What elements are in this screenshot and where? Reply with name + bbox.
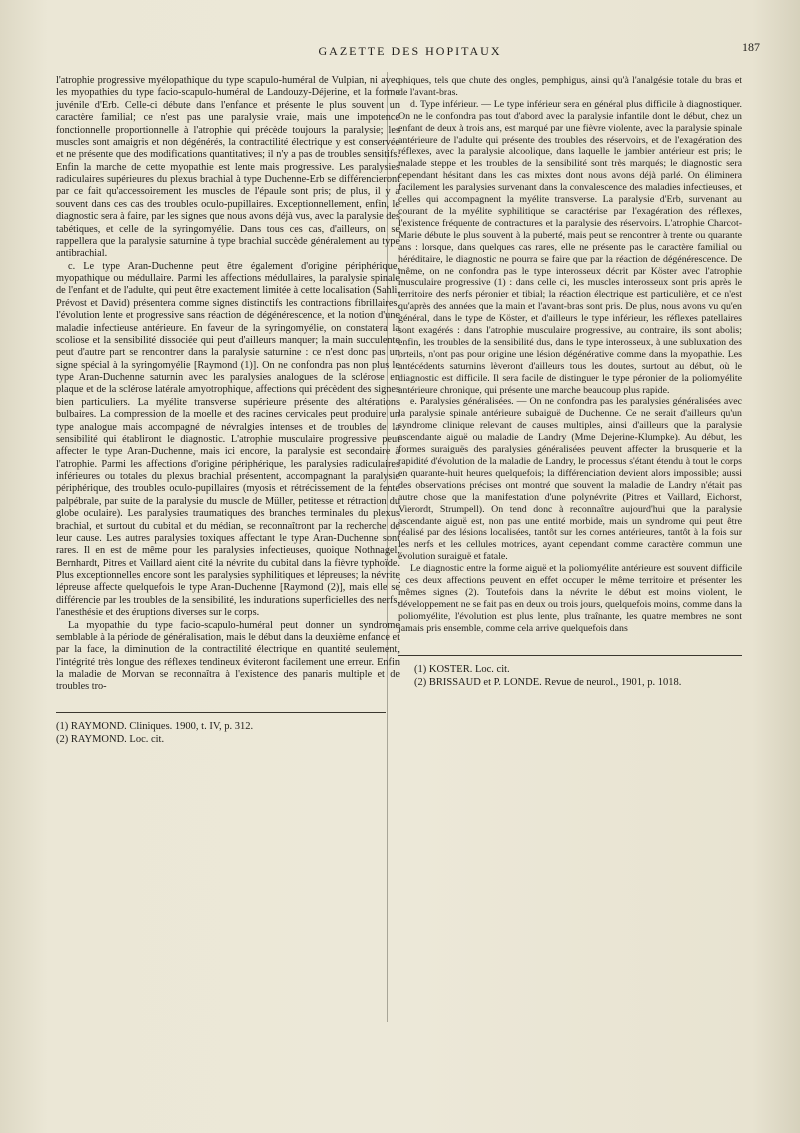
footnotes-left [56, 720, 386, 746]
footnote: (2) BRISSAUD et P. LONDE. Revue de neurol., 1901, p. 1018. [414, 677, 682, 688]
paragraph: La myopathie du type facio-scapulo-huméral peut donner un syndrome semblable à la période de généralisation, mais le début dans la deuxième enfance et par la face, la diminution de la contractilité électrique en quantité seulement, l'intégrité très longue des réflexes tendineux éviteront facilement une erreur. Enfin la maladie de Morvan se reconnaîtra à l'existence des panaris multiple et de troubles tro- [56, 619, 400, 693]
footnote: (1) KOSTER. Loc. cit. [414, 664, 510, 675]
left-column [56, 75, 400, 694]
paragraph: phiques, tels que chute des ongles, pemphigus, ainsi qu'à l'analgésie totale du bras et de l'avant-bras. [398, 75, 742, 98]
paragraph: Le diagnostic entre la forme aiguë et la poliomyélite antérieure est souvent difficile : ces deux affections peuvent en effet occuper le même territoire et présenter les mêmes signes (2). Toutefois dans la névrite le début est moins violent, le développement ne se fait pas en deux ou trois jours, quelquefois moins, comme dans la poliomyélite, l'évolution est plus lente, plus traînante, les quatre membres ne sont jamais pris ensemble, comme cela arrive quelquefois dans [398, 563, 742, 634]
paragraph: c. Le type Aran-Duchenne peut être également d'origine périphérique, myopathique ou médullaire. Parmi les affections médullaires, la paralysie spinale de l'enfant et de l'adulte, qui peut être exactement limitée à cette localisation (Sahli, Prévost et David) présentera comme signes distinctifs les contractions fibrillaires, l'évolution lente et progressive sans réaction de dégénérescence, et la notion d'une maladie infectieuse antérieure. En faveur de la syringomyélie, on constatera la scoliose et la sensibilité dissociée qui peut d'ailleurs manquer; la main succulente peut d'autre part se rencontrer dans la paralysie saturnine : ce n'est donc pas un signe spécial à la syringomyélie [Raymond (1)]. On ne confondra pas non plus le type Aran-Duchenne saturnin avec les paralysies analogues de la sclérose en plaque et de la sclérose latérale amyotrophique, affections qui précèdent des signes bien particuliers. La myélite transverse supérieure présente des altérations bulbaires. La compression de la moelle et des racines cervicales peut produire un type analogue mais accompagné de névralgies intenses et de troubles de la sensibilité qui établiront le diagnostic. L'atrophie musculaire progressive peut affecter le type Aran-Duchenne, mais ici encore, la paralysie est secondaire à l'atrophie. Parmi les affections d'origine périphérique, les paralysies radiculaires inférieures ou totales du plexus brachial présentent, accompagnant la paralysie périphérique, des troubles oculo-pupillaires (myosis et rétrécissement de la fente palpébrale, par suite de la paralysie du muscle de Müller, petitesse et rétraction du globe oculaire). Les paralysies traumatiques des branches terminales du plexus brachial, et surtout du cubital et du médian, se reconnaîtront par la recherche de leur cause. Les autres paralysies toxiques affectant le type Aran-Duchenne sont rares. Il en est de même pour les paralysies infectieuses, quoique Nothnagel, Bernhardt, Pitres et Vaillard aient cité la névrite du cubital dans la fièvre typhoïde. Plus exceptionnelles encore sont les paralysies syphilitiques et lépreuses; la névrite lépreuse affecte quelquefois le type Aran-Duchenne [Raymond (2)], mais elle se différencie par les troubles de la sensibilité, les indurations superficielles des nerfs, l'anesthésie et des éruptions diverses sur le corps. [56, 260, 400, 619]
right-column [398, 75, 742, 635]
paragraph: d. Type inférieur. — Le type inférieur sera en général plus difficile à diagnostiquer. On ne le confondra pas tout d'abord avec la paralysie infantile dont le début, chez un enfant de deux à trois ans, est marqué par une fièvre violente, avec la paralysie spinale antérieure de l'adulte qui présente des troubles des réservoirs, et de l'exagération des réflexes, avec la paralysie alcoolique, dans laquelle le jambier antérieur est pris; le malade steppe et les troubles de la sensibilité sont très marqués; le diagnostic sera cependant hésitant dans les cas mixtes dont nous avons déjà parlé. On éliminera facilement les paralysies survenant dans la convalescence des maladies infectieuses, et celles qui accompagnent la myélite transverse. La paralysie d'Erb, survenant au courant de la myélite syphilitique se caractérise par l'exagération des réflexes, l'existence fréquente de contractures et la paralysie des réservoirs. L'atrophie Charcot-Marie débute le plus souvent à la puberté, mais peut se rencontrer à trente ou quarante ans : lorsque, dans quelques cas rares, elle ne présente pas le caractère familial ou héréditaire, le diagnostic ne pourra se faire que par la réaction de dégénérescence. De même, on ne confondra pas le type interosseux décrit par Köster avec l'atrophie musculaire progressive (1) : dans celle ci, les muscles interosseux sont pris après le territoire des nerfs péronier et tibial; la réaction électrique est particulière, et ce n'est qu'après des années que la main et l'avant-bras sont pris. De plus, nous avons vu qu'en général, dans le type de Köster, et d'ailleurs le type inférieur, les réflexes patellaires sont exagérés : dans l'atrophie musculaire progressive, au contraire, ils sont abolis; enfin, les troubles de la sensibilité dus, dans le type interosseux, à une subluxation des orteils, n'ont pas pour origine une lésion dégénérative comme dans la myopathie. Les antécédents saturnins lèveront d'ailleurs tous les doutes, surtout au début, où le diagnostic est difficile. Il sera facile de distinguer le type péronier de la poliomyélite antérieure chronique, qui présente une marche beaucoup plus rapide. [398, 98, 742, 396]
footnote-rule [398, 655, 742, 656]
paragraph: e. Paralysies généralisées. — On ne confondra pas les paralysies généralisées avec la paralysie spinale antérieure subaiguë de Duchenne. Ce ne serait d'ailleurs qu'un syndrome clinique relevant de causes multiples, ainsi d'ailleurs que la paralysie ascendante aiguë ou maladie de Landry (Mme Dejerine-Klumpke). Au début, les formes suraiguës des paralysies généralisées peuvent affecter la brusquerie et la rapidité d'évolution de la maladie de Landry, le processus s'étant étendu à tout le corps en quarante-huit heures quelquefois; la différenciation devient alors impossible; aussi des observations précises ont montré que souvent la maladie de Landry n'était pas autre chose que la manifestation d'une polynévrite (Pitres et Vaillard, Eichorst, Vierordt, Strumpell). On tend donc à reconnaître aujourd'hui que la paralysie ascendante aiguë est, non pas une entité morbide, mais un syndrome qui peut être réalisé par des lésions localisées, tantôt sur les cornes antérieures, tantôt à la fois sur les nerfs et les cellules motrices, ayant cependant comme caractère commun une évolution suraiguë et fatale. [398, 396, 742, 563]
paragraph: l'atrophie progressive myélopathique du type scapulo-huméral de Vulpian, ni avec les myopathies du type facio-scapulo-huméral de Landouzy-Déjerine, et la forme juvénile d'Erb. Celle-ci débute dans l'enfance et présente le plus souvent un caractère familial; ce n'est pas une paralysie vraie, mais une impotence fonctionnelle proportionnelle à l'atrophie qui précède toujours la paralysie; les muscles sont amaigris et non dégénérés, la contractilité électrique y est conservée et ne présente que des modifications quantitatives; il n'y a pas de troubles sensitifs. Enfin la marche de cette myopathie est lente mais progressive. Les paralysies radiculaires supérieures du plexus brachial à type Duchenne-Erb se différencieront par ce fait qu'accessoirement les muscles de l'épaule sont pris; de plus, il y a souvent dans ces cas des troubles oculo-pupillaires. Exceptionnellement, enfin, le diagnostic sera à faire, par les signes que nous avons déjà vus, avec la paralysie des tabétiques, et celle de la syringomyélie. Dans tous ces cas, d'ailleurs, on se rappellera que la paralysie saturnine à type brachial succède généralement au type antibrachial. [56, 75, 400, 260]
footnote: (1) RAYMOND. Cliniques. 1900, t. IV, p. 312. [56, 721, 254, 732]
page-number: 187 [742, 40, 760, 54]
footnote: (2) RAYMOND. Loc. cit. [56, 734, 165, 745]
running-title: GAZETTE DES HOPITAUX [318, 44, 502, 58]
page-header [60, 40, 760, 60]
footnote-rule [56, 712, 386, 713]
footnotes-right [414, 663, 754, 689]
